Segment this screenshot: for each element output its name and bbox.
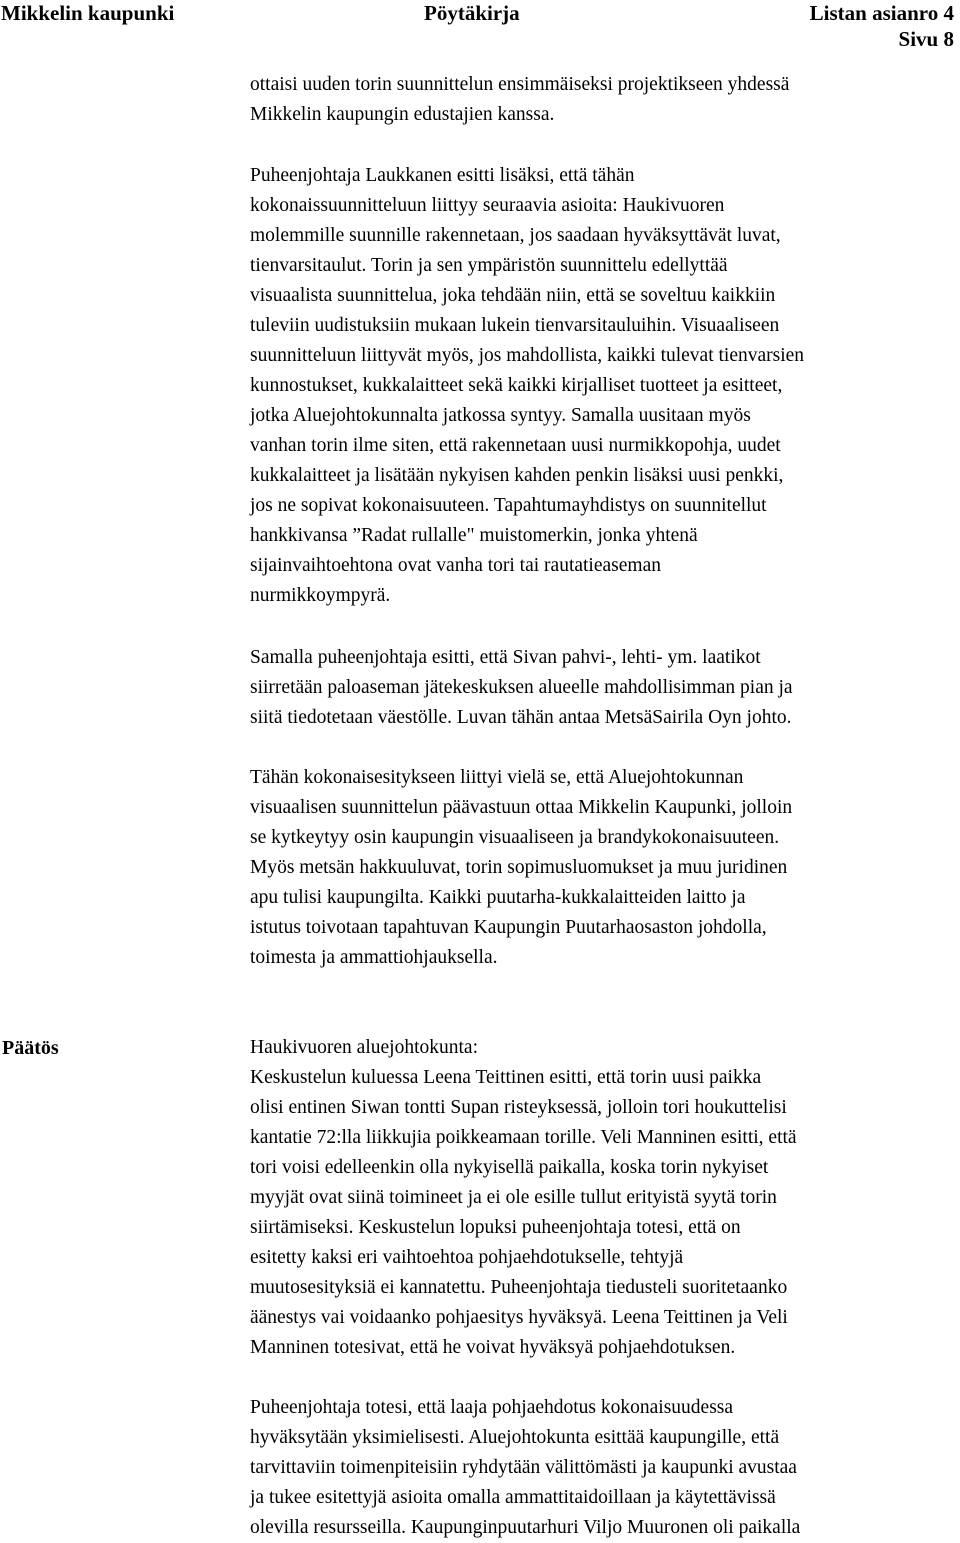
decision-paragraph-2: Puheenjohtaja totesi, että laaja pohjaehdotus kokonaisuudessa hyväksytään yksimielisesti. Aluejohtokunta esittää kaupungille, että tarvittaviin toimenpiteisiin ryhdytään välittömästi ja kaupunki avustaa ja tukee esitettyjä asioita omalla ammattitaidoillaan ja käytettävissä olevilla resursseilla. Kaupunginpuutarhuri Viljo Muuronen oli paikalla xyxy=(250,1397,801,1538)
header-document-type: Pöytäkirja xyxy=(424,1,520,25)
decision-paragraph-1: Haukivuoren aluejohtokunta: Keskustelun kuluessa Leena Teittinen esitti, että torin uusi paikka olisi entinen Siwan tontti Supan risteyksessä, jolloin tori houkuttelisi kantatie 72:lla liikkujia poikkeamaan torille. Veli Manninen esitti, että tori voisi edelleenkin olla nykyisellä paikalla, koska torin nykyiset myyjät ovat siinä toimineet ja ei ole esille tullut erityistä syytä torin siirtämiseksi. Keskustelun lopuksi puheenjohtaja totesi, että on esitetty kaksi eri vaihtoehtoa pohjaehdotukselle, tehtyjä muutosesityksiä ei kannatettu. Puheenjohtaja tiedusteli suoritetaanko äänestys vai voidaanko pohjaesitys hyväksyä. Leena Teittinen ja Veli Manninen totesivat, että he voivat hyväksyä pohjaehdotuksen. xyxy=(250,1037,797,1358)
header-organization: Mikkelin kaupunki xyxy=(1,1,175,25)
body-paragraph-3: Samalla puheenjohtaja esitti, että Sivan pahvi-, lehti- ym. laatikot siirretään paloaseman jätekeskuksen alueelle mahdollisimman pian ja siitä tiedotetaan väestölle. Luvan tähän antaa MetsäSairila Oyn johto. xyxy=(250,647,793,728)
header-item-number: Listan asianro 4 xyxy=(809,1,954,25)
body-paragraph-2: Puheenjohtaja Laukkanen esitti lisäksi, että tähän kokonaissuunnitteluun liittyy seuraavia asioita: Haukivuoren molemmille suunnille rakennetaan, jos saadaan hyväksyttävät luvat, tienvarsitaulut. Torin ja sen ympäristön suunnittelu edellyttää visuaalista suunnittelua, joka tehdään niin, että se soveltuu kaikkiin tuleviin uudistuksiin mukaan lukein tienvarsitauluihin. Visuaaliseen suunnitteluun liittyvät myös, jos mahdollista, kaikki tulevat tienvarsien kunnostukset, kukkalaitteet sekä kaikki kirjalliset tuotteet ja esitteet, jotka Aluejohtokunnalta jatkossa syntyy. Samalla uusitaan myös vanhan torin ilme siten, että rakennetaan uusi nurmikkopohja, uudet kukkalaitteet ja lisätään nykyisen kahden penkin lisäksi uusi penkki, jos ne sopivat kokonaisuuteen. Tapahtumayhdistys on suunnitellut hankkivansa ”Radat rullalle" muistomerkin, jonka yhtenä sijainvaihtoehtona ovat vanha tori tai rautatieaseman nurmikkoympyrä. xyxy=(250,165,805,606)
page-header xyxy=(0,0,960,60)
header-page-number: Sivu 8 xyxy=(898,27,954,51)
decision-label: Päätös xyxy=(2,1037,59,1059)
body-paragraph-4: Tähän kokonaisesitykseen liittyi vielä se, että Aluejohtokunnan visuaalisen suunnittelun päävastuun ottaa Mikkelin Kaupunki, jolloin se kytkeytyy osin kaupungin visuaaliseen ja brandykokonaisuuteen. Myös metsän hakkuuluvat, torin sopimusluomukset ja muu juridinen apu tulisi kaupungilta. Kaikki puutarha-kukkalaitteiden laitto ja istutus toivotaan tapahtuvan Kaupungin Puutarhaosaston johdolla, toimesta ja ammattiohjauksella. xyxy=(250,767,793,968)
body-paragraph-1: ottaisi uuden torin suunnittelun ensimmäiseksi projektikseen yhdessä Mikkelin kaupungin edustajien kanssa. xyxy=(250,74,790,125)
